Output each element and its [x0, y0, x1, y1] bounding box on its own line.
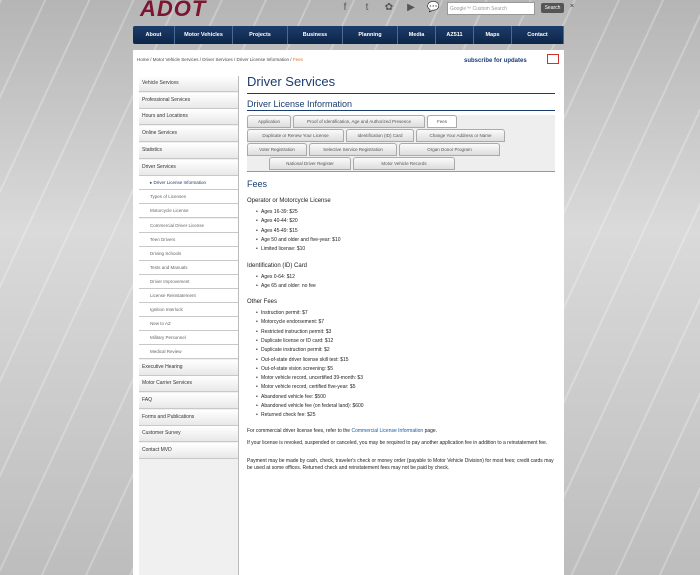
fee-item: • Restricted instruction permit: $3: [261, 329, 331, 335]
nav-projects[interactable]: Projects: [233, 26, 288, 44]
tab-national-driver-register[interactable]: National Driver Register: [269, 157, 351, 170]
tab-duplicate-or-renew-your-license[interactable]: Duplicate or Renew Your License: [247, 129, 344, 142]
fee-item: • Instruction permit: $7: [261, 310, 308, 316]
fee-item: • Abandoned vehicle fee (on federal land): $600: [261, 403, 364, 409]
sidebar-item-commercial-driver-license[interactable]: Commercial Driver License: [139, 219, 238, 233]
tab-proof-of-identification-age-and-authorized-presence[interactable]: Proof of Identification, Age and Authorized Presence: [293, 115, 425, 128]
nav-planning[interactable]: Planning: [343, 26, 398, 44]
sidebar-item-motor-carrier-services[interactable]: Motor Carrier Services: [139, 376, 238, 392]
close-icon[interactable]: ×: [570, 3, 575, 10]
tab-motor-vehicle-records[interactable]: Motor Vehicle Records: [353, 157, 455, 170]
nav-maps[interactable]: Maps: [474, 26, 512, 44]
search-button[interactable]: Search: [541, 3, 564, 13]
tab-fees[interactable]: Fees: [427, 115, 457, 128]
sidebar-item-statistics[interactable]: Statistics: [139, 143, 238, 159]
sidebar-item-new-to-az[interactable]: New to AZ: [139, 317, 238, 331]
page-content: [133, 50, 564, 575]
sidebar-item-contact-mvd[interactable]: Contact MVD: [139, 443, 238, 459]
fee-item: • Returned check fee: $25: [261, 412, 315, 418]
fee-item: • Ages 0-64: $12: [261, 274, 295, 280]
nav-media[interactable]: Media: [398, 26, 436, 44]
fee-item: • Ages 45-49: $15: [261, 228, 298, 234]
sidebar-item-ignition-interlock[interactable]: Ignition Interlock: [139, 303, 238, 317]
divider: [238, 76, 239, 575]
fee-item: • Duplicate instruction permit: $2: [261, 347, 330, 353]
sidebar-item-types-of-licenses[interactable]: Types of Licenses: [139, 190, 238, 204]
revoked-note: If your license is revoked, suspended or canceled, you may be required to pay another application fee in addition to a reinstatement fee.: [247, 440, 548, 446]
fees-heading: Fees: [247, 179, 268, 189]
fee-section-title: Operator or Motorcycle License: [247, 198, 331, 204]
sidebar-item-driving-schools[interactable]: Driving Schools: [139, 247, 238, 261]
facebook-icon[interactable]: f: [343, 2, 347, 13]
nav-about[interactable]: About: [133, 26, 175, 44]
commercial-note: [247, 428, 557, 435]
sidebar-item-vehicle-services[interactable]: Vehicle Services: [139, 76, 238, 92]
payment-note: Payment may be made by cash, check, traveler's check or money order (payable to Motor Vehicle Division) for most fees; credit cards may be used at some offices. Returned check and reinstatement fees may not be paid by check.: [247, 458, 554, 471]
sidebar-item-professional-services[interactable]: Professional Services: [139, 93, 238, 109]
fee-item: • Ages 16-39: $25: [261, 209, 298, 215]
sidebar-item-medical-review[interactable]: Medical Review: [139, 345, 238, 359]
nav-contact[interactable]: Contact: [512, 26, 564, 44]
fee-item: • Motorcycle endorsement: $7: [261, 319, 324, 325]
fee-item: • Age 50 and older and five-year: $10: [261, 237, 341, 243]
breadcrumb-trail[interactable]: Home / Motor Vehicle Services / Driver Services / Driver License Information /: [137, 57, 292, 62]
search-input[interactable]: Google™ Custom Search: [447, 2, 535, 15]
fee-item: • Motor vehicle record, certified five-year: $5: [261, 384, 355, 390]
breadcrumb-current: Fees: [292, 57, 303, 62]
commercial-license-link[interactable]: Commercial License Information: [351, 428, 424, 434]
tab-application[interactable]: Application: [247, 115, 291, 128]
note-text-end: page.: [423, 428, 438, 434]
sidebar-item-executive-hearing[interactable]: Executive Hearing: [139, 360, 238, 376]
tab-selective-service-registration[interactable]: Selective Service Registration: [309, 143, 397, 156]
sidebar: [139, 76, 238, 575]
blog-icon[interactable]: 💬: [427, 2, 440, 13]
adot-logo[interactable]: ADOT: [140, 0, 207, 21]
main-nav: [133, 26, 564, 44]
youtube-icon[interactable]: ▶: [407, 2, 415, 13]
fee-item: • Duplicate license or ID card: $12: [261, 338, 333, 344]
fee-item: • Out-of-state driver license skill test: $15: [261, 357, 349, 363]
breadcrumb: [137, 57, 303, 62]
sidebar-item-hours-and-locations[interactable]: Hours and Locations: [139, 109, 238, 125]
sidebar-item-driver-services[interactable]: Driver Services: [139, 160, 238, 176]
fee-item: • Age 65 and older: no fee: [261, 283, 316, 289]
page-title: Driver Services: [247, 74, 336, 89]
title-rule: [247, 93, 555, 94]
twitter-icon[interactable]: t: [365, 2, 369, 13]
subscribe-link[interactable]: subscribe for updates: [464, 58, 527, 64]
nav-az511[interactable]: AZ511: [436, 26, 474, 44]
sidebar-item-military-personnel[interactable]: Military Personnel: [139, 331, 238, 345]
tab-bar: [247, 115, 555, 172]
sidebar-item-customer-survey[interactable]: Customer Survey: [139, 426, 238, 442]
fee-item: • Motor vehicle record, uncertified 39-month: $3: [261, 375, 363, 381]
fee-section-title: Identification (ID) Card: [247, 263, 308, 269]
tab-voter-registration[interactable]: Voter Registration: [247, 143, 307, 156]
sidebar-item-motorcycle-license[interactable]: Motorcycle License: [139, 204, 238, 218]
fee-item: • Out-of-state vision screening: $5: [261, 366, 333, 372]
sidebar-item-online-services[interactable]: Online Services: [139, 126, 238, 142]
tab-change-your-address-or-name[interactable]: Change Your Address or Name: [416, 129, 505, 142]
fee-item: • Ages 40-44: $20: [261, 218, 298, 224]
sidebar-item-driver-improvement[interactable]: Driver Improvement: [139, 275, 238, 289]
section-title: Driver License Information: [247, 99, 353, 109]
sidebar-item-license-reinstatement[interactable]: License Reinstatement: [139, 289, 238, 303]
sidebar-item-driver-license-information[interactable]: ▸ Driver License Information: [139, 176, 238, 190]
nav-business[interactable]: Business: [288, 26, 343, 44]
note-text: For commercial driver license fees, refer to the: [247, 428, 352, 434]
social-links: [339, 2, 439, 13]
tab-organ-donor-program[interactable]: Organ Donor Program: [399, 143, 500, 156]
mail-icon[interactable]: [547, 54, 559, 64]
sidebar-item-tests-and-manuals[interactable]: Tests and Manuals: [139, 261, 238, 275]
fee-section-title: Other Fees: [247, 299, 278, 305]
sidebar-item-teen-drivers[interactable]: Teen Drivers: [139, 233, 238, 247]
tab-identification-id-card[interactable]: Identification (ID) Card: [346, 129, 414, 142]
sidebar-item-faq[interactable]: FAQ: [139, 393, 238, 409]
fee-item: • Limited license: $10: [261, 246, 305, 252]
flickr-icon[interactable]: ✿: [384, 2, 394, 13]
subtitle-rule: [247, 110, 555, 111]
fee-item: • Abandoned vehicle fee: $500: [261, 394, 326, 400]
sidebar-item-forms-and-publications[interactable]: Forms and Publications: [139, 410, 238, 426]
nav-motor-vehicles[interactable]: Motor Vehicles: [175, 26, 233, 44]
